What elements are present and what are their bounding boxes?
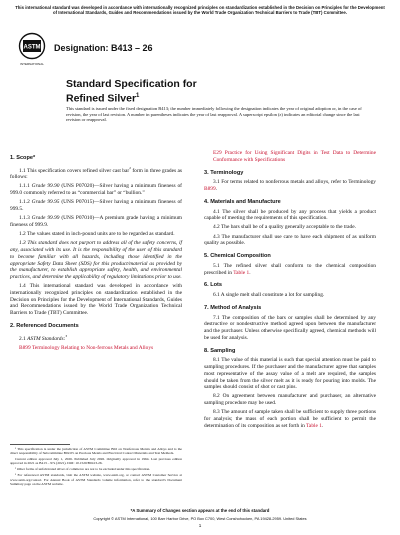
- section-heading-referenced-documents: 2. Referenced Documents: [10, 322, 79, 329]
- footnote-rule: [10, 444, 70, 445]
- para-3-1: [204, 179, 376, 193]
- para-1-1-sup: 2: [129, 165, 131, 170]
- para-8-2: 8.2 On agreement between manufacturer and purchaser, an alternative sampling procedure may be used.: [204, 393, 376, 407]
- section-heading-lots: 6. Lots: [204, 282, 223, 289]
- para-1-1-3: [10, 215, 182, 229]
- para-2-1-title: ASTM Standards:: [27, 335, 66, 342]
- title-footnote-mark: 1: [136, 93, 140, 99]
- para-1-1-a: 1.1 This specification covers refined silver cast bar: [19, 167, 130, 174]
- para-1-1-1: [10, 183, 182, 197]
- page-number: 1: [198, 523, 202, 528]
- para-1-2: 1.2 The values stated in inch-pound units are to be regarded as standard.: [19, 231, 175, 238]
- grade-2-label: 1.1.2: [19, 199, 32, 206]
- ref-b899: [10, 345, 182, 352]
- right-column: [204, 150, 376, 432]
- section-heading-terminology: 3. Terminology: [204, 169, 244, 176]
- grade-3-text: (UNS P07010)—A premium grade having a minimum fineness of 999.9.: [10, 215, 182, 228]
- grade-2-text: (UNS P07015)—Silver having a minimum fineness of 999.5.: [10, 199, 182, 213]
- para-8-3: [204, 409, 376, 429]
- left-column: [10, 155, 182, 354]
- section-heading-chemical: 5. Chemical Composition: [204, 253, 271, 260]
- para-5-1: [204, 263, 376, 277]
- para-7-1: 7.1 The composition of the bars or samples shall be determined by any destructive or nondestructive method agreed upon between the manufacturer and the purchaser. Unless otherwise specifically agreed, chemical methods will be used for analysis.: [204, 314, 376, 341]
- astm-logo: [18, 32, 46, 68]
- ref-b899-title[interactable]: Terminology Relating to Non-ferrous Metals and Alloys: [30, 344, 154, 351]
- section-heading-analysis: 7. Method of Analysis: [204, 304, 262, 311]
- para-1-1: [10, 165, 182, 181]
- ref-b899-link[interactable]: B899: [19, 344, 31, 351]
- grade-1-text: (UNS P07020)—Silver having a minimum fineness of 999.0 commonly referred to as “commercial bar” or “bullion.”: [10, 183, 182, 197]
- title-line-1: Standard Specification for: [66, 78, 197, 90]
- para-3-1-b: .: [215, 186, 218, 192]
- svg-text:INTERNATIONAL: INTERNATIONAL: [20, 62, 44, 66]
- section-heading-sampling: 8. Sampling: [204, 347, 236, 354]
- grade-1-label: 1.1.1: [19, 183, 32, 190]
- table-1-link[interactable]: Table 1: [233, 269, 250, 276]
- wto-notice: This international standard was developed in accordance with internationally recognized principles on standardization established in the Decision on Principles for the Development of International Standards, Guides and Recommendations issued by the World Trade Organization Technical Barriers to Trade (TBT) Committee.: [15, 5, 385, 16]
- section-heading-scope: 1. Scope*: [10, 155, 36, 161]
- svg-text:ASTM: ASTM: [23, 44, 41, 51]
- grade-3-name: Grade 99.99: [31, 215, 60, 222]
- para-1-4: 1.4 This international standard was developed in accordance with internationally recognized principles on standardization established in the Decision on Principles for the Development of International Standards, Guides and Recommendations issued by the World Trade Organization Technical Barriers to Trade (TBT) Committee.: [10, 283, 182, 317]
- para-4-3: 4.3 The manufacturer shall use care to have each shipment of as uniform quality as possible.: [204, 233, 376, 247]
- intro-paragraph: This standard is issued under the fixed designation B413; the number immediately following the designation indicates the year of original adoption or, in the case of revision, the year of last revision. A number in parentheses indicates the year of last reapproval. A superscript epsilon (ε) indicates an editorial change since the last revision or reapproval.: [66, 106, 362, 123]
- summary-of-changes-note: *A Summary of Changes section appears at the end of this standard: [130, 508, 270, 513]
- grade-2-name: Grade 99.95: [31, 199, 60, 206]
- para-3-1-a: 3.1 For terms related to nonferrous metals and alloys, refer to Terminology: [213, 179, 376, 186]
- ref-e29[interactable]: E29 Practice for Using Significant Digits in Test Data to Determine Conformance with Specifications: [213, 150, 376, 163]
- para-1-1-2: [10, 199, 182, 213]
- para-8-3-a: 8.3 The amount of sample taken shall be sufficient to supply three portions for analysis; the mass of each portion shall be sufficient to permit the determination of its composition as set forth in: [204, 409, 376, 429]
- para-5-1-b: .: [249, 269, 251, 276]
- footnote-2: ² Other forms of unfabricated silver of commerce are not to be excluded under this specification.: [15, 467, 151, 472]
- footnote-1: ¹ This specification is under the jurisdiction of ASTM Committee B02 on Nonferrous Metals and Alloys and is the direct responsibility of Subcommittee B02.05 on Precious Metals and Electrical Contact Materials and Test Methods.: [10, 447, 182, 456]
- section-heading-materials: 4. Materials and Manufacture: [204, 198, 281, 205]
- footnote-1-edition: Current edition approved July 1, 2026. Published July 2026. Originally approved in 1964. Last previous edition approved in 2021 as B413 – 97a (2021). DOI: 10.1520/B0413-26.: [10, 457, 182, 466]
- para-2-1-sup: 3: [65, 333, 68, 338]
- title-line-2-text: Refined Silver: [66, 92, 137, 105]
- para-4-1: 4.1 The silver shall be produced by any process that yields a product capable of meeting the requirements of this specification.: [204, 208, 376, 222]
- grade-1-name: Grade 99.90: [31, 183, 60, 190]
- para-4-2: 4.2 The bars shall be of a quality generally acceptable to the trade.: [213, 224, 356, 231]
- footnote-3: ³ For referenced ASTM standards, visit the ASTM website, www.astm.org, or contact ASTM Customer Service at www.astm.org/contact. For Annual Book of ASTM Standards volume information, refer to the standard’s Document Summary page on the ASTM website.: [10, 473, 182, 486]
- para-2-1-num: 2.1: [19, 335, 28, 342]
- designation: Designation: B413 – 26: [54, 43, 153, 53]
- document-title: [66, 78, 197, 105]
- footnotes: [10, 444, 182, 488]
- para-8-1: 8.1 The value of this material is such that special attention must be paid to sampling procedures. If the purchaser and the manufacturer agree that samples most representative of the assay value of a melt are required, the samples should be taken from the silver melt as it is ready for pouring into molds. The samples should consist of shot or cast pins.: [204, 357, 376, 391]
- table-1-link-2[interactable]: Table 1: [306, 422, 322, 429]
- para-8-3-b: .: [321, 422, 324, 429]
- para-5-1-a: 5.1 The refined silver shall conform to the chemical composition prescribed in: [204, 262, 376, 276]
- grade-3-label: 1.1.3: [19, 215, 32, 222]
- para-2-1: [10, 333, 182, 343]
- para-1-1-b: form in three grades as follows:: [10, 167, 182, 181]
- para-6-1: 6.1 A single melt shall constitute a lot for sampling.: [213, 292, 325, 299]
- copyright-line: Copyright © ASTM International, 100 Barr Harbor Drive, PO Box C700, West Conshohocken, PA 19428-2959. United States: [93, 516, 307, 521]
- terminology-b899-link[interactable]: B899: [204, 186, 216, 192]
- title-line-2: [66, 90, 197, 105]
- para-1-3: 1.3 This standard does not purport to address all of the safety concerns, if any, associated with its use. It is the responsibility of the user of this standard to become familiar with all hazards, including those identified in the appropriate Safety Data Sheet (SDS) for this product/material as provided by the manufacturer, to establish appropriate safety, health, and environmental practices, and determine the applicability of regulatory limitations prior to use.: [10, 240, 182, 280]
